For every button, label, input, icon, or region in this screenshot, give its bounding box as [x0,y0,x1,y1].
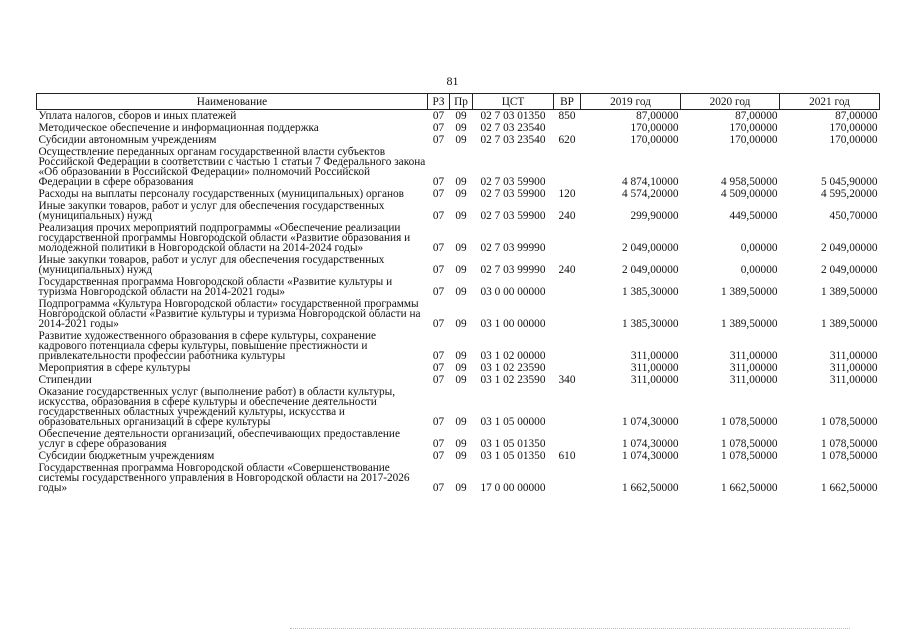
header-pr: Пр [450,94,473,110]
row-name: Уплата налогов, сборов и иных платежей [38,110,237,122]
row-2020: 311,00000 [729,362,778,374]
row-2021: 1 078,50000 [821,438,878,450]
row-pr: 09 [455,374,467,386]
row-2021: 5 045,90000 [821,176,878,188]
budget-table [36,93,880,494]
row-2020: 449,50000 [729,210,778,222]
row-cst: 02 7 03 01350 [480,110,546,122]
row-rz: 07 [432,350,445,362]
row-vr [554,330,581,362]
row-2020: 1 078,50000 [721,416,778,428]
row-vr: 120 [558,188,576,200]
row-2019: 311,00000 [630,350,679,362]
table-row [37,362,880,374]
row-cst: 03 1 02 23590 [480,362,546,374]
row-rz: 07 [432,374,445,386]
row-2021: 311,00000 [829,374,878,386]
row-cst: 02 7 03 59900 [480,176,546,188]
row-2021: 4 595,20000 [821,188,878,200]
row-rz: 07 [432,188,445,200]
table-row [37,222,880,254]
row-vr: 610 [558,450,576,462]
table-header-row [37,94,880,110]
row-rz: 07 [432,318,445,330]
row-cst: 02 7 03 99990 [480,242,546,254]
row-vr [554,386,581,428]
table-row [37,298,880,330]
row-2021: 2 049,00000 [821,242,878,254]
row-pr: 09 [455,362,467,374]
row-2019: 1 074,30000 [622,416,679,428]
row-2019: 4 574,20000 [622,188,679,200]
row-cst: 02 7 03 99990 [480,264,546,276]
table-row [37,110,880,123]
table-row [37,428,880,450]
row-vr [554,298,581,330]
row-cst: 03 1 00 00000 [480,318,546,330]
table-row [37,188,880,200]
row-2021: 1 078,50000 [821,416,878,428]
header-rz: РЗ [428,94,450,110]
row-name: Субсидии автономным учреждениям [38,134,217,146]
table-row [37,254,880,276]
row-name: Государственная программа Новгородской области «Развитие культуры и туризма Новгородской области на 2014-2021 годы» [38,276,393,298]
row-cst: 02 7 03 23540 [480,134,546,146]
row-vr [554,222,581,254]
row-name: Подпрограмма «Культура Новгородской области» государственной программы Новгородской области «Развитие культуры и туризма Новгородской области на 2014-2021 годы» [38,298,421,330]
header-2021: 2021 год [780,94,880,110]
row-pr: 09 [455,450,467,462]
row-cst: 03 1 02 23590 [480,374,546,386]
row-2019: 1 662,50000 [622,482,679,494]
table-row [37,374,880,386]
row-2021: 170,00000 [829,134,878,146]
row-vr [554,122,581,134]
row-pr: 09 [455,482,467,494]
row-name: Методическое обеспечение и информационная поддержка [38,122,319,134]
row-vr: 240 [558,264,576,276]
table-row [37,200,880,222]
row-2020: 87,00000 [735,110,778,122]
table-row [37,134,880,146]
row-2019: 1 074,30000 [622,438,679,450]
table-row [37,146,880,188]
row-2019: 170,00000 [630,134,679,146]
row-name: Иные закупки товаров, работ и услуг для обеспечения государственных (муниципальных) нужд [38,200,385,222]
row-pr: 09 [455,110,467,122]
row-rz: 07 [432,286,445,298]
row-pr: 09 [455,438,467,450]
table-row [37,386,880,428]
header-vr: ВР [554,94,581,110]
row-2020: 4 509,00000 [721,188,778,200]
row-2021: 87,00000 [835,110,878,122]
row-rz: 07 [432,450,445,462]
row-name: Стипендии [38,374,92,386]
row-pr: 09 [455,188,467,200]
row-cst: 03 0 00 00000 [480,286,546,298]
row-name: Развитие художественного образования в сфере культуры, сохранение кадрового потенциала сферы культуры, повышение престижности и привлекательности профессии работника культуры [38,330,377,362]
row-vr [554,428,581,450]
row-name: Расходы на выплаты персоналу государственных (муниципальных) органов [38,188,404,200]
row-cst: 03 1 05 00000 [480,416,546,428]
row-2020: 1 078,50000 [721,450,778,462]
row-2021: 1 078,50000 [821,450,878,462]
row-2020: 0,00000 [740,242,778,254]
header-cst: ЦСТ [473,94,554,110]
header-2019: 2019 год [581,94,681,110]
row-2020: 170,00000 [729,134,778,146]
row-2021: 1 389,50000 [821,318,878,330]
row-2021: 311,00000 [829,362,878,374]
row-cst: 03 1 05 01350 [480,450,546,462]
row-2019: 311,00000 [630,374,679,386]
row-2021: 1 389,50000 [821,286,878,298]
row-2020: 170,00000 [729,122,778,134]
row-2019: 1 385,30000 [622,286,679,298]
table-row [37,330,880,362]
row-2020: 1 662,50000 [721,482,778,494]
row-rz: 07 [432,122,445,134]
row-2019: 2 049,00000 [622,242,679,254]
row-2019: 2 049,00000 [622,264,679,276]
row-rz: 07 [432,362,445,374]
header-2020: 2020 год [681,94,780,110]
row-vr [554,362,581,374]
row-2021: 450,70000 [829,210,878,222]
row-pr: 09 [455,350,467,362]
row-name: Государственная программа Новгородской области «Совершенствование системы государственного управления в Новгородской области на 2017-2026 годы» [38,462,410,494]
table-row [37,122,880,134]
row-rz: 07 [432,438,445,450]
row-cst: 03 1 02 00000 [480,350,546,362]
row-pr: 09 [455,318,467,330]
row-cst: 03 1 05 01350 [480,438,546,450]
row-pr: 09 [455,176,467,188]
row-2021: 2 049,00000 [821,264,878,276]
row-cst: 02 7 03 59900 [480,188,546,200]
header-name: Наименование [37,94,428,110]
row-2020: 0,00000 [740,264,778,276]
row-rz: 07 [432,134,445,146]
row-vr: 620 [558,134,576,146]
row-name: Мероприятия в сфере культуры [38,362,191,374]
row-pr: 09 [455,122,467,134]
row-pr: 09 [455,264,467,276]
row-vr [554,146,581,188]
row-rz: 07 [432,416,445,428]
table-row [37,450,880,462]
row-name: Оказание государственных услуг (выполнение работ) в области культуры, искусства, образования в сфере культуры и обеспечение деятельности государственных областных учреждений культуры, искусства и образовательных организаций в сфере культуры [38,386,396,428]
row-cst: 17 0 00 00000 [480,482,546,494]
row-pr: 09 [455,210,467,222]
row-2020: 311,00000 [729,350,778,362]
row-2019: 1 385,30000 [622,318,679,330]
row-pr: 09 [455,134,467,146]
row-pr: 09 [455,416,467,428]
row-name: Субсидии бюджетным учреждениям [38,450,215,462]
row-2020: 4 958,50000 [721,176,778,188]
row-vr: 340 [558,374,576,386]
row-cst: 02 7 03 59900 [480,210,546,222]
row-2019: 299,90000 [630,210,679,222]
row-2020: 1 389,50000 [721,318,778,330]
table-row [37,462,880,494]
row-pr: 09 [455,242,467,254]
row-pr: 09 [455,286,467,298]
row-2019: 4 874,10000 [622,176,679,188]
row-vr [554,276,581,298]
row-cst: 02 7 03 23540 [480,122,546,134]
row-2021: 311,00000 [829,350,878,362]
page-number: 81 [446,74,459,88]
row-vr: 240 [558,210,576,222]
row-rz: 07 [432,110,445,122]
row-name: Обеспечение деятельности организаций, обеспечивающих предоставление услуг в сфере образования [38,428,400,450]
row-rz: 07 [432,242,445,254]
row-2020: 1 389,50000 [721,286,778,298]
row-2019: 311,00000 [630,362,679,374]
row-vr [554,462,581,494]
row-2019: 1 074,30000 [622,450,679,462]
row-rz: 07 [432,264,445,276]
row-rz: 07 [432,482,445,494]
row-2020: 311,00000 [729,374,778,386]
row-2021: 170,00000 [829,122,878,134]
row-vr: 850 [558,110,576,122]
row-rz: 07 [432,210,445,222]
row-name: Иные закупки товаров, работ и услуг для обеспечения государственных (муниципальных) нужд [38,254,385,276]
row-name: Реализация прочих мероприятий подпрограммы «Обеспечение реализации государственной программы Новгородской области «Развитие образования и молодежной политики в Новгородской области на 2014-2024 годы» [38,222,411,254]
row-2020: 1 078,50000 [721,438,778,450]
row-2019: 87,00000 [636,110,679,122]
table-row [37,276,880,298]
row-name: Осуществление переданных органам государственной власти субъектов Российской Федерации в соответствии с частью 1 статьи 7 Федерального закона «Об образовании в Российской Федерации» полномочий Российской Федерации в сфере образования [38,146,426,188]
scan-artifact-line [290,628,850,631]
row-2021: 1 662,50000 [821,482,878,494]
row-2019: 170,00000 [630,122,679,134]
row-rz: 07 [432,176,445,188]
